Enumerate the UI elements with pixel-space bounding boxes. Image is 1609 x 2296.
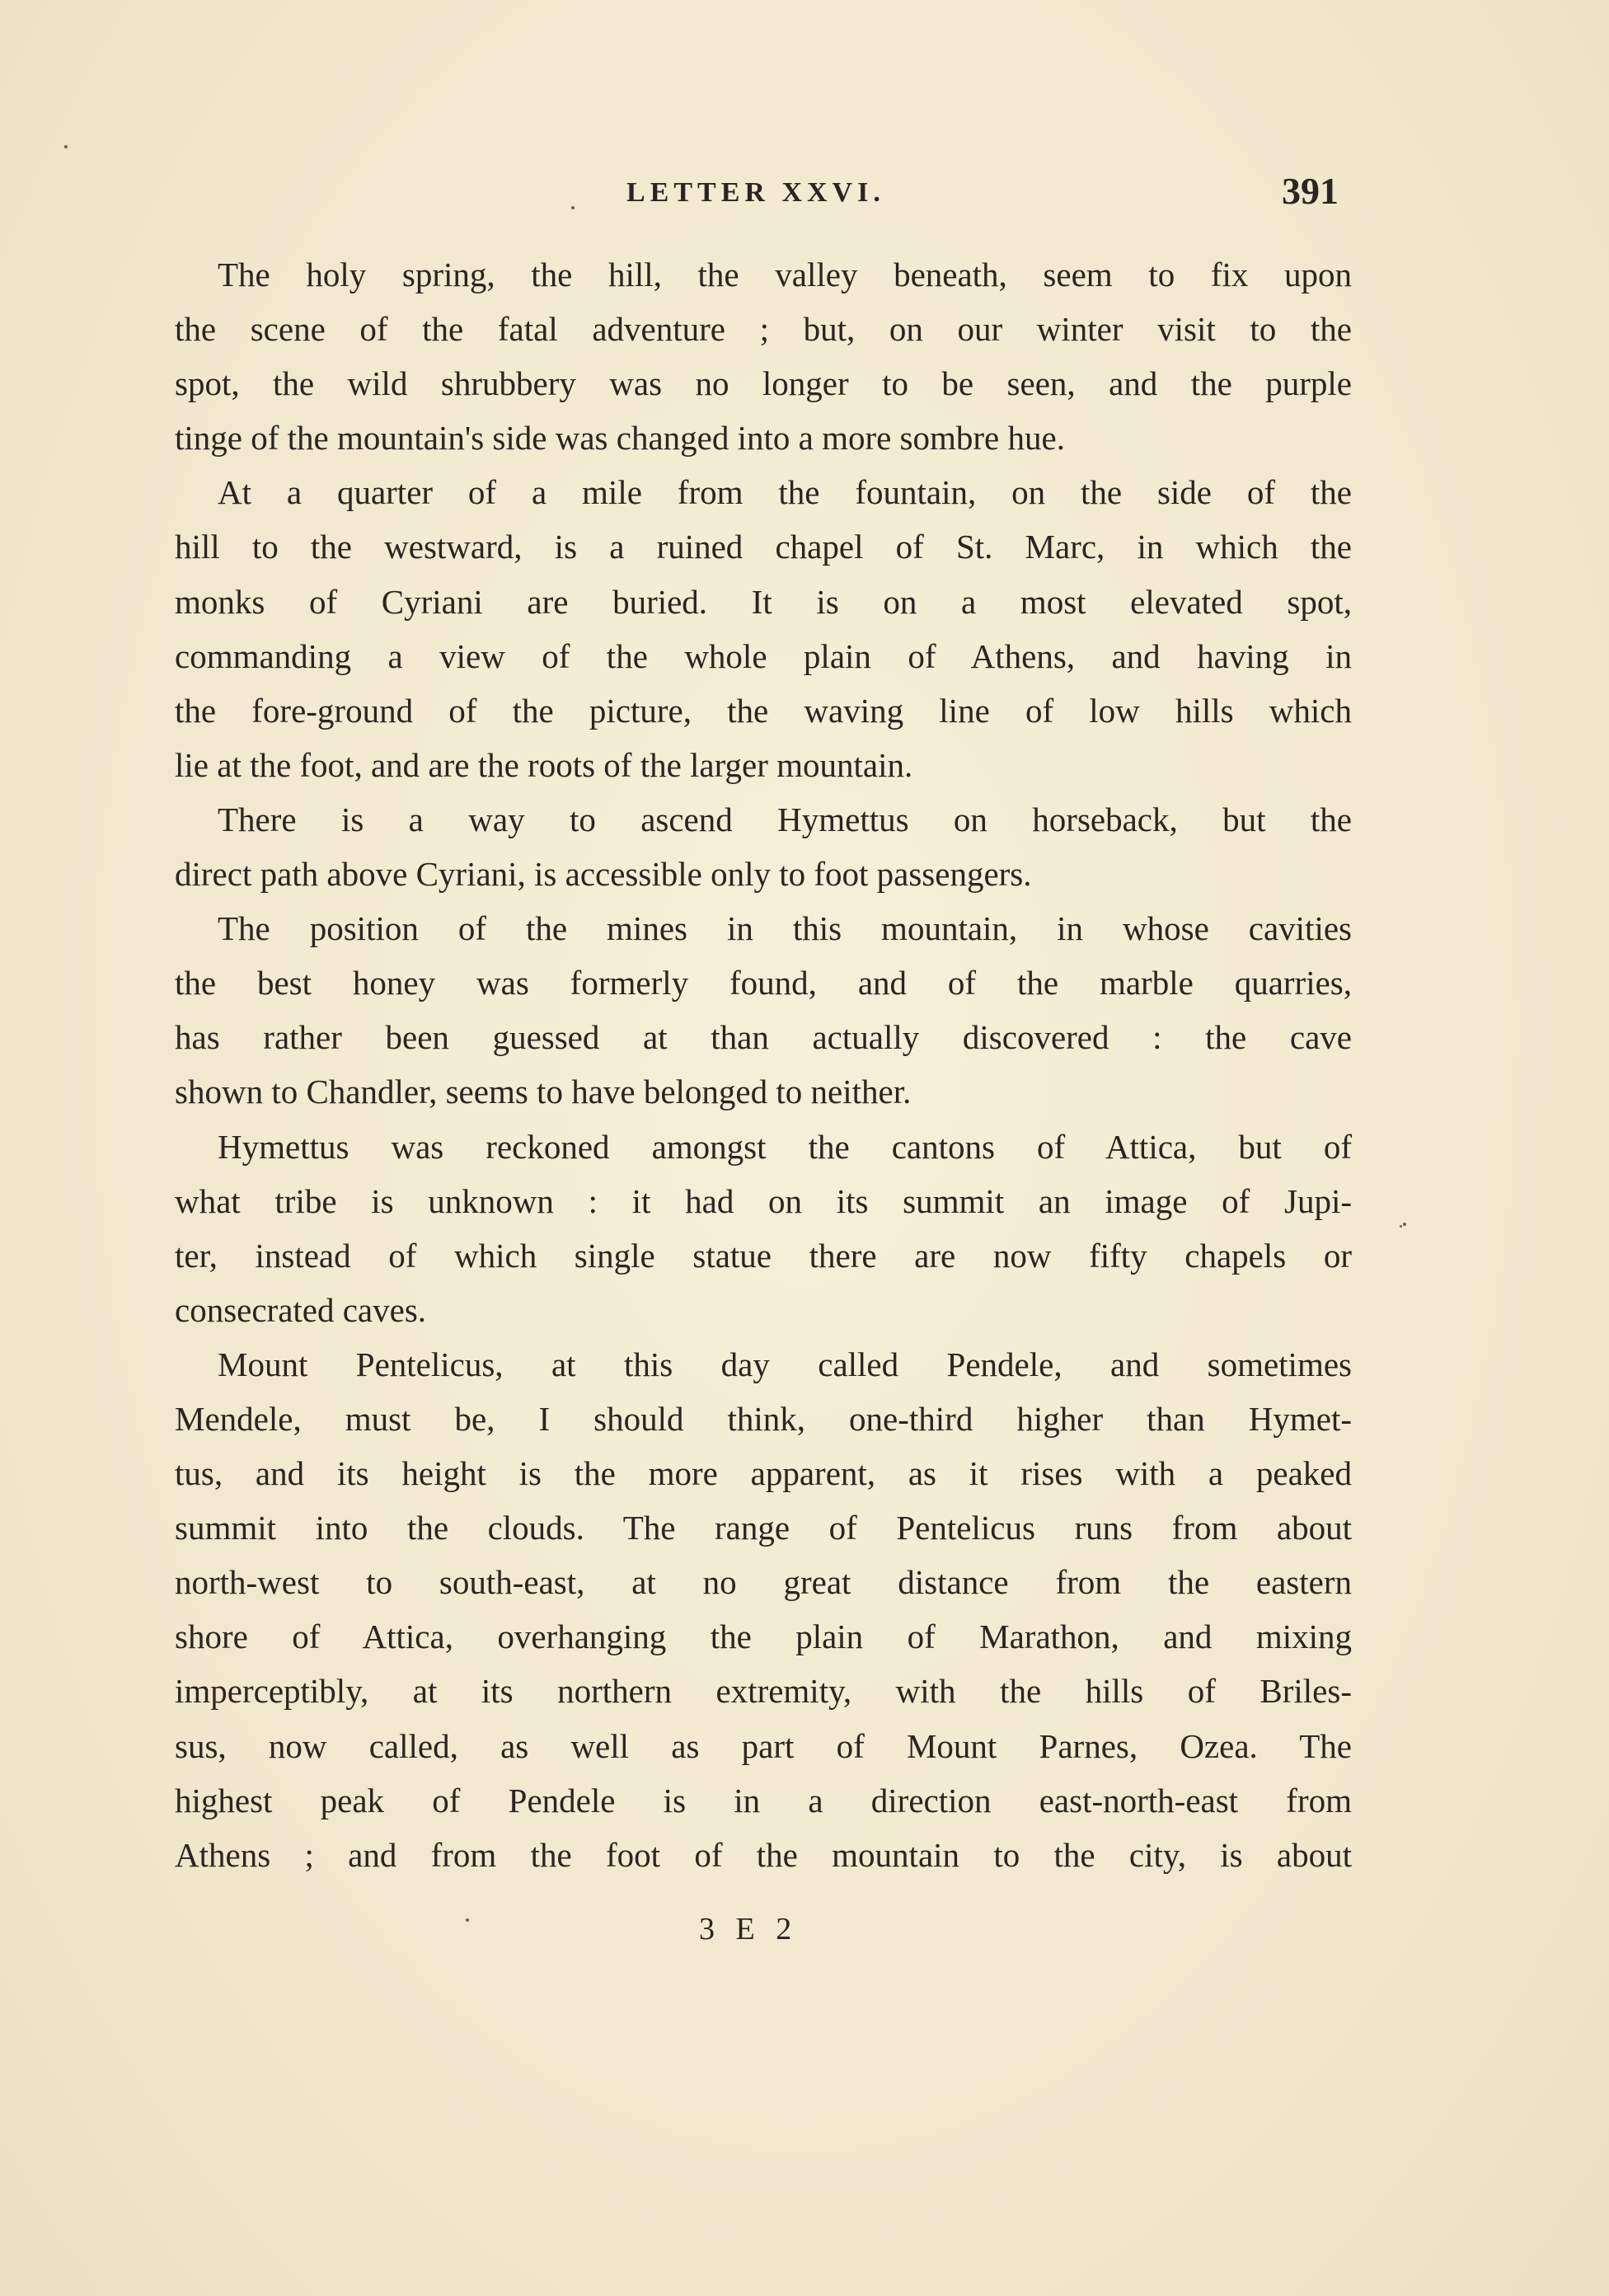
page-number: 391	[1282, 170, 1339, 212]
text-line: At a quarter of a mile from the fountain, on the side of the	[218, 473, 1352, 512]
text-line: tinge of the mountain's side was changed into a more sombre hue.	[175, 419, 1065, 458]
body-text	[175, 247, 1352, 1882]
paper-speck	[1403, 1223, 1406, 1226]
text-line: sus, now called, as well as part of Mount Parnes, Ozea. The	[175, 1726, 1352, 1765]
paper-speck	[1400, 1225, 1402, 1228]
text-line: hill to the westward, is a ruined chapel of St. Marc, in which the	[175, 528, 1352, 566]
text-line: the scene of the fatal adventure ; but, on our winter visit to the	[175, 310, 1352, 349]
text-line: tus, and its height is the more apparent, as it rises with a peaked	[175, 1454, 1352, 1493]
text-line: There is a way to ascend Hymettus on horseback, but the	[218, 800, 1352, 838]
text-line: shore of Attica, overhanging the plain of Marathon, and mixing	[175, 1618, 1352, 1656]
text-line: spot, the wild shrubbery was no longer to be seen, and the purple	[175, 364, 1352, 403]
text-line: summit into the clouds. The range of Pentelicus runs from about	[175, 1509, 1352, 1547]
text-line: Hymettus was reckoned amongst the cantons of Attica, but of	[218, 1127, 1352, 1166]
text-line: the fore-ground of the picture, the waving line of low hills which	[175, 691, 1352, 730]
text-line: highest peak of Pendele is in a direction east-north-east from	[175, 1781, 1352, 1819]
text-line: The holy spring, the hill, the valley beneath, seem to fix upon	[218, 256, 1352, 293]
text-line: Mendele, must be, I should think, one-third higher than Hymet-	[175, 1399, 1352, 1438]
text-line: lie at the foot, and are the roots of the larger mountain.	[175, 745, 913, 784]
text-line: Athens ; and from the foot of the mountain to the city, is about	[175, 1835, 1352, 1874]
text-line: ter, instead of which single statue there are now fifty chapels or	[175, 1236, 1352, 1275]
paper-speck	[571, 206, 575, 209]
text-line: The position of the mines in this mountain, in whose cavities	[218, 909, 1352, 948]
text-line: the best honey was formerly found, and of the marble quarries,	[175, 964, 1352, 1002]
text-line: monks of Cyriani are buried. It is on a most elevated spot,	[175, 582, 1352, 621]
text-line: north-west to south-east, at no great distance from the eastern	[175, 1563, 1352, 1602]
text-line: Mount Pentelicus, at this day called Pendele, and sometimes	[218, 1345, 1352, 1383]
page-header	[0, 169, 1609, 218]
text-line: consecrated caves.	[175, 1290, 427, 1329]
text-line: what tribe is unknown : it had on its summit an image of Jupi-	[175, 1181, 1352, 1220]
paper-speck	[466, 1918, 469, 1922]
paper-speck	[64, 145, 68, 148]
text-line: shown to Chandler, seems to have belonged to neither.	[175, 1073, 912, 1111]
running-title: LETTER XXVI.	[626, 177, 885, 208]
text-line: imperceptibly, at its northern extremity, with the hills of Briles-	[175, 1672, 1352, 1711]
text-line: commanding a view of the whole plain of Athens, and having in	[175, 636, 1352, 675]
signature-mark: 3 E 2	[699, 1912, 799, 1946]
text-line: has rather been guessed at than actually discovered : the cave	[175, 1018, 1352, 1057]
text-line: direct path above Cyriani, is accessible only to foot passengers.	[175, 855, 1032, 894]
